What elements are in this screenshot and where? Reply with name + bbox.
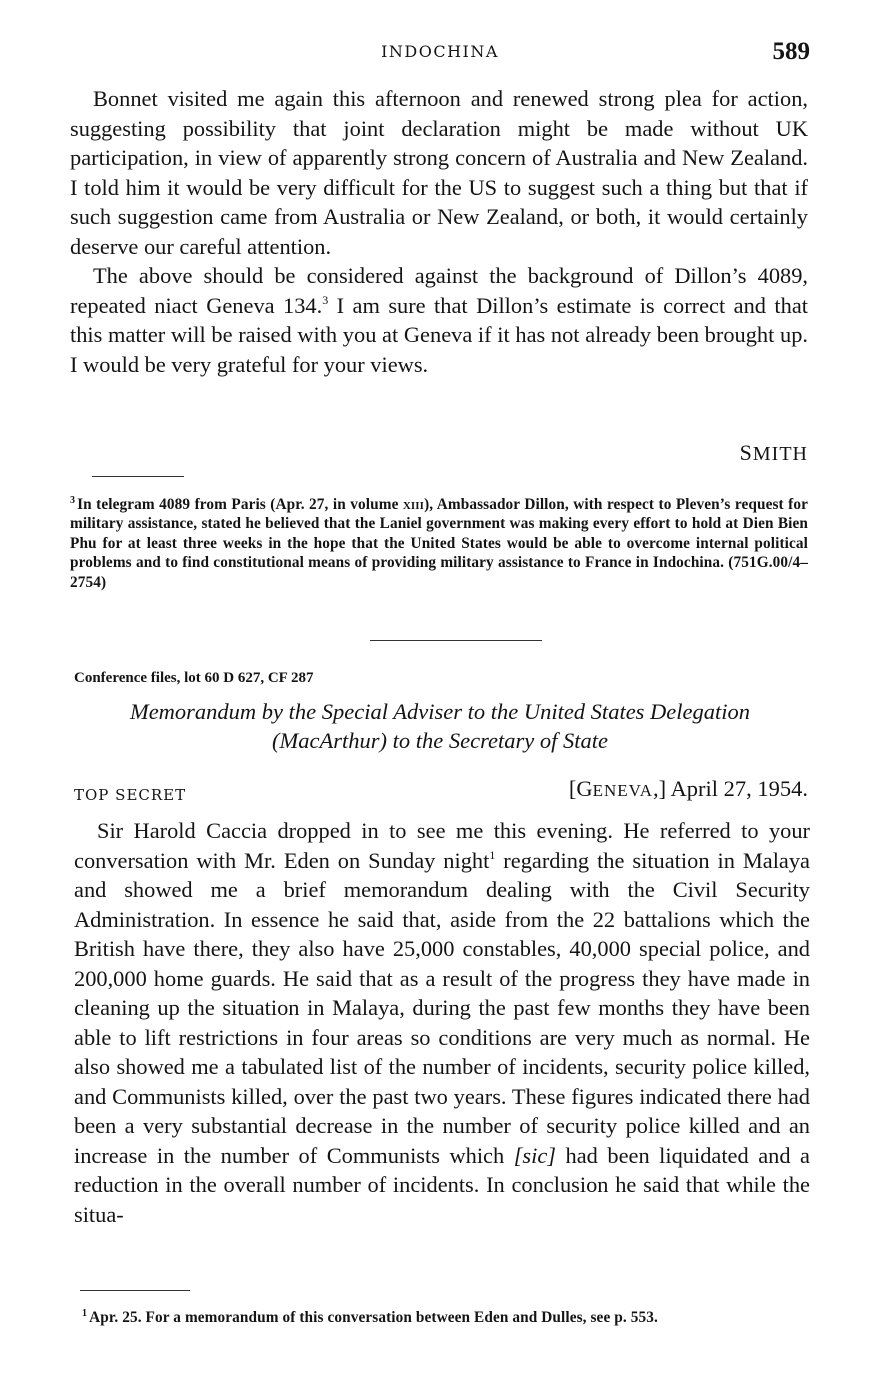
section-divider — [370, 640, 542, 641]
footnote-3 — [70, 491, 808, 592]
running-header — [70, 38, 810, 68]
document-title — [70, 697, 810, 755]
paragraph-text: The above should be considered against the background of Dillon’s 4089, repeated niact Geneva 134. — [70, 263, 808, 318]
running-title: INDOCHINA — [381, 42, 499, 61]
memorandum-paragraph: Sir Harold Caccia dropped in to see me this evening. He referred to your conversation with Mr. Eden on Sunday night$^1$ regarding the situation in Malaya and showed me a brief memorandum dealing with the Civil Security Administration. In essence he said that, aside from the 22 battalions which the British have there, they also have 25,000 constables, 40,000 special police, and 200,000 home guards. He said that as a result of the progress they have made in cleaning up the situation in Malaya, during the past few months they have been able to lift restrictions in four areas so conditions are very much as normal. He also showed me a tabulated list of the number of incidents, security police killed, and Communists killed, over the past two years. These figures indicated there had been a very substantial decrease in the number of security police killed and an increase in the number of Communists which [sic] had been liquidated and a reduction in the overall number of incidents. In conclusion he said that while the situa- — [74, 818, 810, 1227]
signature: SMITH — [739, 440, 808, 465]
dateline: [GENEVA,] April 27, 1954. — [568, 776, 808, 801]
sic-annotation: [sic] — [513, 1142, 557, 1168]
footnote-3-text: $^3$ In telegram 4089 from Paris (Apr. 27, in volume xiii), Ambassador Dillon, with respect to Pleven’s request for military assistance, stated he believed that the Laniel government was making every effort to hold at Dien Bien Phu for at least three weeks in the hope that the United States would be able to overcome internal political problems and to find constitutional means of providing military assistance to France in Indochina. (751G.00/4–2754) — [70, 495, 808, 591]
footnote-divider — [80, 1290, 190, 1291]
letter-body — [70, 84, 808, 379]
footnote-1 — [76, 1304, 810, 1327]
volume-number: xiii — [402, 496, 425, 513]
footnote-1-text: $^1$ Apr. 25. For a memorandum of this conversation between Eden and Dulles, see p. 553. — [82, 1308, 658, 1326]
document-title-line-2: (MacArthur) to the Secretary of State — [272, 728, 608, 753]
footnote-reference: 1 — [489, 847, 496, 862]
page-number: 589 — [772, 38, 810, 65]
footnote-marker: 3 — [70, 495, 76, 506]
classification-label: TOP SECRET — [74, 786, 187, 804]
document-title-line-1: Memorandum by the Special Adviser to the United States Delegation — [129, 699, 751, 724]
footnote-marker: 1 — [82, 1308, 88, 1319]
footnote-reference: 3 — [322, 292, 329, 307]
letter-paragraph-2 — [70, 261, 808, 379]
source-citation: Conference files, lot 60 D 627, CF 287 — [74, 670, 314, 686]
letter-paragraph-1: Bonnet visited me again this afternoon and renewed strong plea for action, suggesting possibility that joint declaration might be made without UK participation, in view of apparently strong concern of Australia and New Zealand. I told him it would be very difficult for the US to suggest such a thing but that if such suggestion came from Australia or New Zealand, or both, it would certainly deserve our careful attention. — [70, 86, 808, 259]
footnote-divider — [92, 476, 184, 477]
memorandum-body — [74, 816, 810, 1229]
paragraph-text: I am sure that Dillon’s estimate is correct and that this matter will be raised with you at Geneva if it has not already been brought up. I would be very grateful for your views. — [70, 292, 808, 377]
